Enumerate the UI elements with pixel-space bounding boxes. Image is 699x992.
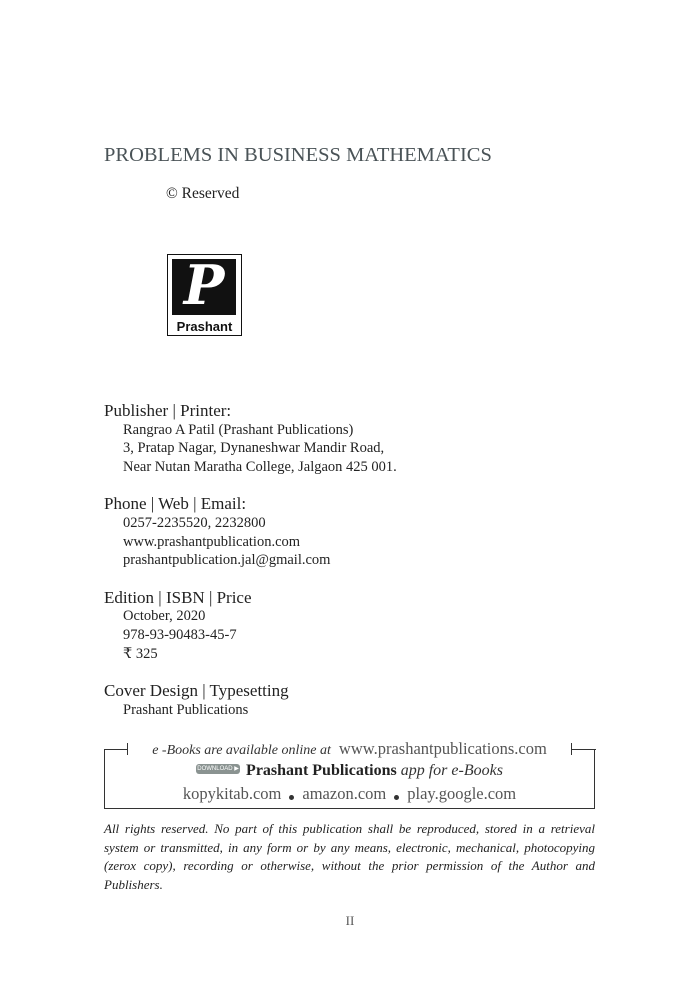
bullet-icon [289, 795, 294, 800]
contact-phone: 0257-2235520, 2232800 [123, 515, 266, 531]
rights-notice: All rights reserved. No part of this publication shall be reproduced, stored in a retrieval system or transmitted, in any form or by any means, electronic, mechanical, photocopying (zerox copy), recording or otherwise, without the prior permission of the Author and Publishers. [104, 821, 595, 892]
app-name: Prashant Publications [246, 762, 397, 779]
contact-web: www.prashantpublication.com [123, 534, 301, 550]
ebook-url[interactable]: www.prashantpublications.com [338, 739, 547, 758]
store-kopykitab[interactable]: kopykitab.com [182, 784, 282, 803]
contact-heading: Phone | Web | Email: [104, 494, 247, 513]
contact-email: prashantpublication.jal@gmail.com [123, 552, 331, 568]
publisher-line: Rangrao A Patil (Prashant Publications) [123, 422, 354, 438]
bullet-icon [394, 795, 399, 800]
copyright-notice: © Reserved [166, 185, 240, 202]
page-number: II [345, 913, 355, 928]
ebook-app-line [104, 762, 595, 780]
publisher-line: Near Nutan Maratha College, Jalgaon 425 001. [123, 459, 397, 475]
logo-mark [172, 253, 236, 317]
ebook-intro: e -Books are available online at [152, 743, 331, 758]
design-credit: Prashant Publications [123, 702, 249, 718]
download-badge-icon[interactable]: DOWNLOAD ▶ [197, 766, 239, 773]
edition-heading: Edition | ISBN | Price [104, 588, 252, 607]
design-heading: Cover Design | Typesetting [104, 681, 289, 700]
price: ₹ 325 [123, 646, 158, 662]
app-suffix: app for e-Books [400, 762, 503, 779]
store-amazon[interactable]: amazon.com [302, 784, 387, 803]
publisher-line: 3, Pratap Nagar, Dynaneshwar Mandir Road, [123, 440, 385, 456]
publisher-logo [167, 254, 242, 336]
logo-p-icon: P [183, 253, 225, 317]
ebook-availability [104, 739, 595, 759]
book-title: PROBLEMS IN BUSINESS MATHEMATICS [104, 144, 492, 166]
logo-brand-text: Prashant [176, 319, 233, 334]
edition-date: October, 2020 [123, 608, 206, 624]
isbn: 978-93-90483-45-7 [123, 627, 237, 643]
ebook-stores [104, 784, 595, 804]
store-google-play[interactable]: play.google.com [407, 784, 517, 803]
publisher-heading: Publisher | Printer: [104, 401, 232, 420]
